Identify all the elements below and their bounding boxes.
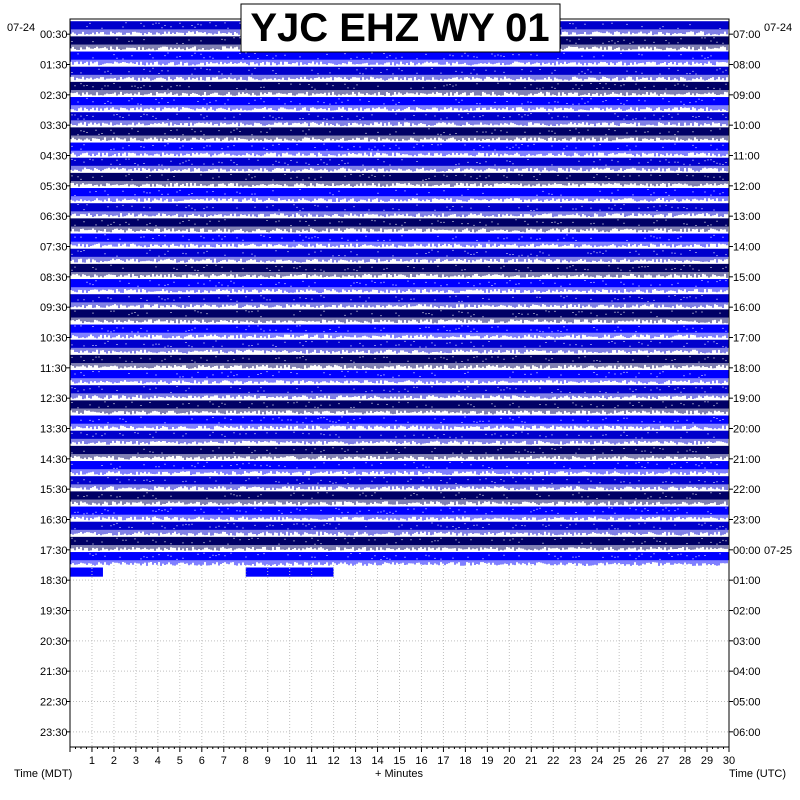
trace-wiggle: [71, 151, 727, 157]
trace-row: [70, 127, 729, 141]
left-date-label: 07-24: [7, 22, 36, 34]
right-time-label: 12:00: [733, 180, 761, 193]
trace-wiggle: [71, 363, 727, 369]
trace-band: [70, 325, 729, 333]
trace-wiggle: [71, 272, 727, 278]
x-tick-label: 3: [132, 755, 139, 767]
trace-wiggle: [71, 530, 727, 536]
trace-band: [70, 461, 729, 469]
trace-wiggle: [71, 484, 727, 490]
left-time-label: 19:30: [40, 605, 68, 618]
left-time-label: 12:30: [40, 393, 68, 406]
trace-row: [70, 431, 729, 445]
trace-wiggle: [71, 348, 727, 354]
left-time-label: 20:30: [40, 635, 68, 648]
grid-lines: [70, 565, 729, 747]
right-time-label: 10:00: [733, 120, 761, 133]
right-time-label: 13:00: [733, 211, 761, 224]
x-tick-label: 8: [242, 755, 249, 767]
trace-wiggle: [71, 226, 727, 232]
right-time-label: 21:00: [733, 453, 761, 466]
trace-band: [70, 309, 729, 317]
x-tick-label: 19: [481, 755, 494, 767]
trace-wiggle: [71, 302, 727, 308]
left-time-label: 07:30: [40, 241, 68, 254]
x-tick-label: 24: [591, 755, 604, 767]
x-tick-label: 25: [613, 755, 626, 767]
trace-wiggle: [71, 120, 727, 126]
trace-row: [70, 370, 729, 384]
trace-bands: [70, 21, 729, 576]
x-tick-label: 12: [327, 755, 340, 767]
trace-wiggle: [71, 515, 727, 521]
trace-row: [70, 446, 729, 460]
trace-row: [70, 249, 729, 263]
trace-row: [70, 218, 729, 232]
trace-band: [70, 188, 729, 196]
trace-wiggle: [71, 105, 727, 111]
x-tick-label: 11: [305, 755, 318, 767]
trace-row: [70, 476, 729, 490]
trace-row: [70, 325, 729, 339]
right-time-label: 17:00: [733, 332, 761, 345]
right-time-label: 19:00: [733, 393, 761, 406]
x-tick-label: 29: [700, 755, 714, 767]
right-time-label: 20:00: [733, 423, 761, 436]
trace-wiggle: [71, 75, 727, 81]
trace-wiggle: [71, 166, 727, 172]
left-time-label: 16:30: [40, 514, 68, 527]
left-time-label: 05:30: [40, 180, 68, 193]
trace-band: [70, 67, 729, 75]
trace-row: [70, 203, 729, 217]
x-tick-label: 30: [722, 755, 736, 767]
left-time-label: 14:30: [40, 453, 68, 466]
trace-row: [70, 522, 729, 536]
trace-wiggle: [71, 287, 727, 293]
left-time-label: 15:30: [40, 484, 68, 497]
trace-band: [70, 370, 729, 378]
x-tick-label: 22: [547, 755, 560, 767]
trace-band: [70, 82, 729, 90]
left-time-label: 11:30: [40, 362, 67, 375]
trace-row: [70, 294, 729, 308]
trace-wiggle: [71, 393, 727, 399]
right-time-label: 06:00: [733, 726, 761, 739]
trace-wiggle: [71, 439, 727, 445]
right-time-label: 09:00: [733, 89, 761, 102]
x-tick-label: 10: [283, 755, 296, 767]
trace-wiggle: [71, 211, 727, 217]
trace-wiggle: [71, 378, 727, 384]
trace-band: [70, 112, 729, 120]
x-tick-label: 23: [569, 755, 582, 767]
x-tick-label: 20: [503, 755, 516, 767]
trace-row: [70, 279, 729, 293]
left-time-label: 21:30: [40, 666, 68, 679]
left-time-label: 08:30: [40, 271, 68, 284]
x-tick-label: 18: [459, 755, 472, 767]
trace-wiggle: [71, 181, 727, 187]
right-time-label: 16:00: [733, 302, 761, 315]
x-tick-label: 28: [678, 755, 692, 767]
x-axis-label: + Minutes: [375, 768, 423, 780]
right-time-label: 02:00: [733, 605, 761, 618]
trace-row: [70, 491, 729, 505]
trace-wiggle: [71, 408, 727, 414]
left-time-label: 00:30: [40, 29, 68, 42]
trace-row: [70, 552, 729, 566]
right-time-label: 22:00: [733, 484, 761, 497]
x-tick-label: 21: [525, 755, 538, 767]
right-time-label: 01:00: [733, 575, 761, 588]
trace-band: [70, 416, 729, 424]
trace-row: [70, 67, 729, 81]
trace-wiggle: [71, 135, 727, 141]
x-tick-label: 1: [88, 755, 96, 767]
x-tick-label: 5: [176, 755, 183, 767]
x-tick-label: 17: [437, 755, 450, 767]
right-time-label: 14:00: [733, 241, 761, 254]
trace-row: [70, 112, 729, 126]
trace-wiggle: [71, 333, 727, 339]
left-time-label: 13:30: [40, 423, 68, 436]
right-time-label: 00:00: [733, 544, 761, 557]
left-time-label: 09:30: [40, 302, 68, 315]
trace-row: [70, 82, 729, 96]
trace-row: [70, 537, 729, 551]
left-time-label: 02:30: [40, 89, 68, 102]
trace-wiggle: [71, 317, 727, 323]
trace-wiggle: [71, 545, 727, 551]
left-time-label: 22:30: [40, 696, 68, 709]
left-time-label: 03:30: [40, 120, 68, 133]
trace-band: [70, 97, 729, 105]
trace-wiggle: [71, 499, 727, 505]
trace-row: [70, 52, 729, 66]
x-tick-label: 13: [349, 755, 362, 767]
trace-wiggle: [71, 257, 727, 263]
x-tick-label: 6: [198, 755, 205, 767]
trace-band: [70, 234, 729, 242]
trace-row: [70, 340, 729, 354]
right-time-label: 08:00: [733, 59, 761, 72]
trace-band: [70, 400, 729, 408]
left-time-label: 17:30: [40, 544, 68, 557]
trace-row: [70, 158, 729, 172]
x-tick-label: 2: [110, 755, 117, 767]
right-date-label: 07-24: [764, 22, 793, 34]
left-time-label: 06:30: [40, 211, 68, 224]
right-time-label: 18:00: [733, 362, 761, 375]
trace-row: [70, 355, 729, 369]
right-time-label: 05:00: [733, 696, 761, 709]
x-tick-label: 4: [154, 755, 161, 767]
trace-row: [70, 416, 729, 430]
trace-row: [70, 461, 729, 475]
right-time-label: 03:00: [733, 635, 761, 648]
trace-wiggle: [71, 454, 727, 460]
x-tick-label: 15: [393, 755, 406, 767]
trace-row: [70, 143, 729, 157]
x-tick-label: 27: [656, 755, 670, 767]
right-axis-label: Time (UTC): [729, 768, 787, 780]
right-time-label: 11:00: [733, 150, 760, 163]
trace-row: [70, 400, 729, 414]
trace-wiggle: [71, 469, 727, 475]
trace-band: [70, 52, 729, 60]
trace-wiggle: [71, 60, 727, 66]
trace-band: [70, 127, 729, 135]
x-tick-label: 7: [220, 755, 227, 767]
right-time-label: 04:00: [733, 666, 761, 679]
trace-wiggle: [71, 90, 727, 96]
trace-band: [70, 431, 729, 439]
x-tick-label: 9: [264, 755, 271, 767]
trace-band: [70, 279, 729, 287]
left-time-label: 23:30: [40, 726, 68, 739]
left-time-label: 01:30: [40, 59, 68, 72]
trace-band: [70, 218, 729, 226]
trace-band: [70, 491, 729, 499]
trace-band: [70, 537, 729, 545]
trace-band: [70, 552, 729, 560]
chart-title: YJC EHZ WY 01: [250, 6, 550, 50]
trace-row: [70, 97, 729, 111]
right-time-label: 07:00: [733, 29, 761, 42]
trace-row: [70, 309, 729, 323]
right-time-label: 23:00: [733, 514, 761, 527]
trace-wiggle: [71, 424, 727, 430]
trace-row: [70, 385, 729, 399]
trace-row: [70, 234, 729, 248]
right-time-label: 15:00: [733, 271, 761, 284]
left-axis-label: Time (MDT): [14, 768, 73, 780]
left-time-label: 18:30: [40, 575, 68, 588]
trace-wiggle: [71, 196, 727, 202]
trace-wiggle: [71, 242, 727, 248]
x-tick-label: 16: [415, 755, 428, 767]
trace-band: [70, 355, 729, 363]
x-tick-label: 14: [371, 755, 384, 767]
trace-row: [70, 264, 729, 278]
trace-band: [70, 173, 729, 181]
left-time-label: 04:30: [40, 150, 68, 163]
left-time-label: 10:30: [40, 332, 68, 345]
partial-trace-segment: [70, 568, 103, 577]
trace-row: [70, 188, 729, 202]
trace-row: [70, 173, 729, 187]
trace-row: [70, 507, 729, 521]
right-date-rollover-label: 07-25: [764, 544, 793, 557]
x-tick-label: 26: [635, 755, 648, 767]
